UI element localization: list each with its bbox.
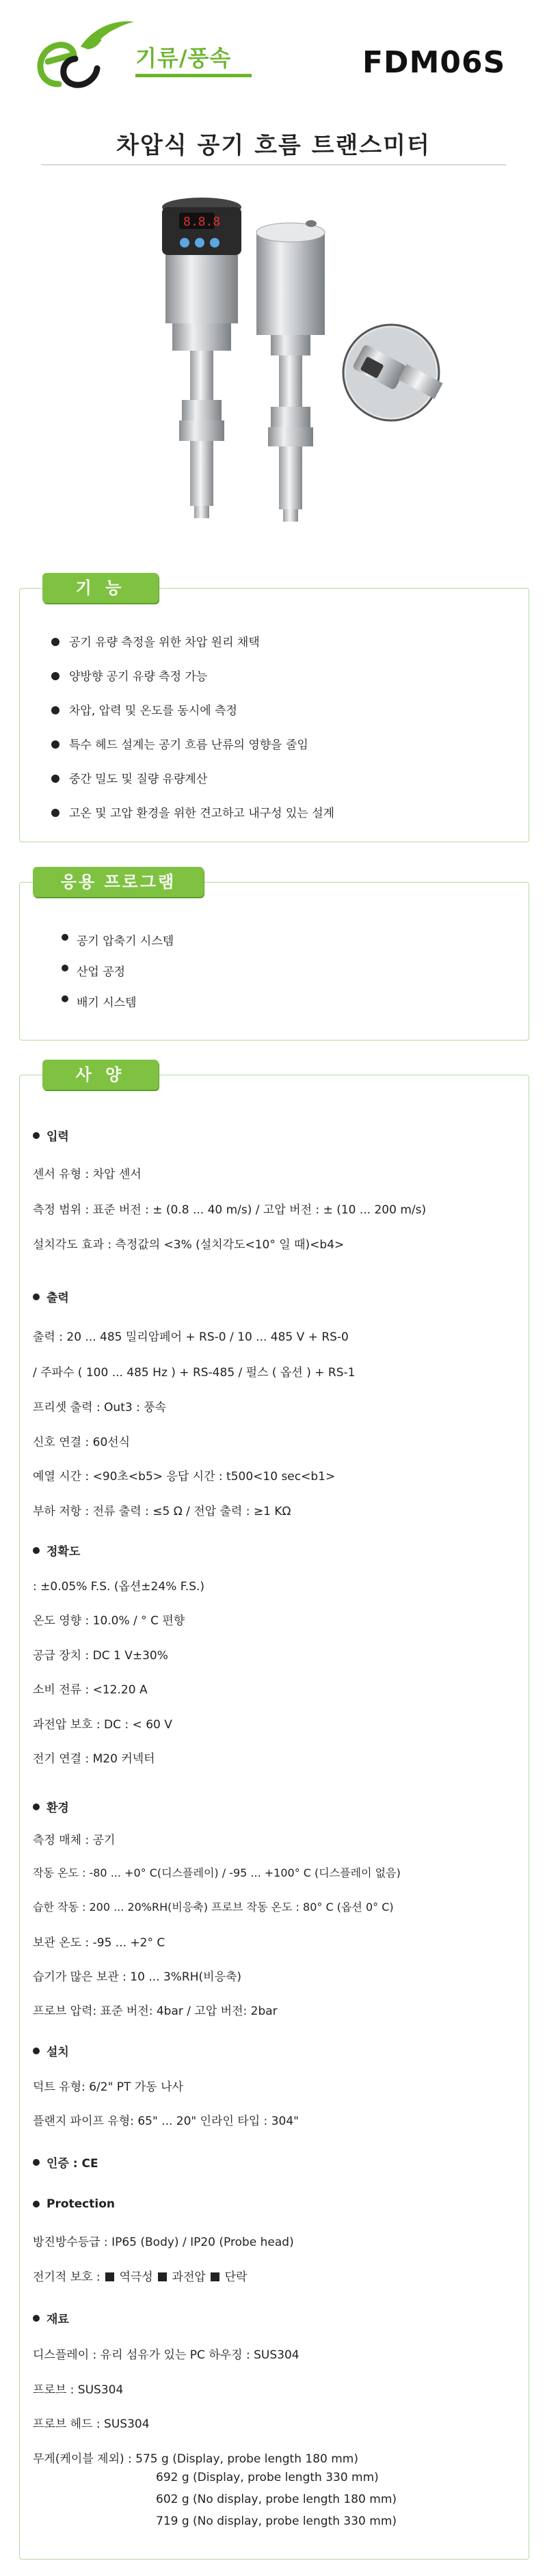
- list-item: 배기 시스템: [62, 993, 174, 1023]
- checkbox-filled-icon: [105, 2272, 114, 2281]
- list-item: 차압, 압력 및 온도를 동시에 측정: [51, 704, 334, 738]
- bullet-icon: [33, 2048, 40, 2054]
- spec-line: 설치각도 효과 : 측정값의 <3% (설치각도<10° 일 때)<b4>: [33, 1238, 345, 1252]
- spec-line: 보관 온도 : -95 ... +2° C: [33, 1936, 165, 1950]
- spec-line: 과전압 보호 : DC : < 60 V: [33, 1718, 172, 1732]
- spec-line: 덕트 유형: 6/2" PT 가동 나사: [33, 2080, 183, 2094]
- spec-section-accuracy: 정확도: [33, 1542, 80, 1559]
- spec-line: 습한 작동 : 200 ... 20%RH(비응축) 프로브 작동 온도 : 80° C (옵션 0° C): [33, 1901, 394, 1914]
- checkbox-filled-icon: [158, 2272, 167, 2281]
- bullet-icon: [33, 1803, 40, 1810]
- bullet-icon: [51, 809, 59, 817]
- spec-section-environment: 환경: [33, 1798, 69, 1815]
- list-item: 공기 압축기 시스템: [62, 931, 174, 962]
- bullet-icon: [62, 934, 68, 941]
- spec-section-protection: Protection: [33, 2197, 115, 2211]
- specs-heading: 사 양: [42, 1060, 159, 1090]
- spec-line: 공급 장치 : DC 1 V±30%: [33, 1649, 168, 1663]
- spec-line: 신호 연결 : 60선식: [33, 1436, 131, 1449]
- list-item: 양방향 공기 유량 측정 가능: [51, 670, 334, 704]
- spec-line: 출력 : 20 ... 485 밀리암페어 + RS-0 / 10 ... 485 V + RS-0: [33, 1330, 349, 1344]
- probe-head-detail: [343, 325, 443, 420]
- bullet-icon: [33, 1132, 40, 1139]
- bullet-icon: [62, 965, 68, 971]
- spec-line: / 주파수 ( 100 ... 485 Hz ) + RS-485 / 펄스 ( 옵션 ) + RS-1: [33, 1366, 356, 1380]
- spec-section-input: 입력: [33, 1127, 69, 1144]
- spec-section-installation: 설치: [33, 2042, 69, 2059]
- spec-line: : ±0.05% F.S. (옵션±24% F.S.): [33, 1580, 205, 1594]
- list-item: 산업 공정: [62, 962, 174, 993]
- list-item: 고온 및 고압 환경을 위한 견고하고 내구성 있는 설계: [51, 807, 334, 841]
- list-item: 특수 헤드 설계는 공기 흐름 난류의 영향을 줄임: [51, 738, 334, 773]
- spec-line: 측정 매체 : 공기: [33, 1834, 116, 1847]
- title-divider: [41, 164, 506, 165]
- spec-section-certification: 인증 : CE: [33, 2154, 98, 2171]
- bullet-icon: [51, 775, 59, 783]
- spec-line: 전기 연결 : M20 커넥터: [33, 1752, 155, 1766]
- spec-line: 부하 저항 : 전류 출력 : ≤5 Ω / 전압 출력 : ≥1 KΩ: [33, 1505, 291, 1518]
- bullet-icon: [62, 995, 68, 1002]
- product-photos: [0, 174, 547, 537]
- spec-section-output: 출력: [33, 1288, 69, 1305]
- spec-line: 센서 유형 : 차압 센서: [33, 1168, 142, 1181]
- bullet-icon: [51, 638, 59, 646]
- spec-line: 온도 영향 : 10.0% / ° C 편향: [33, 1614, 185, 1628]
- spec-line-weight: 719 g (No display, probe length 330 mm): [156, 2514, 397, 2528]
- checkbox-filled-icon: [211, 2272, 219, 2281]
- spec-section-material: 재료: [33, 2309, 69, 2326]
- model-number: FDM06S: [362, 45, 506, 80]
- spec-line: 프로브 : SUS304: [33, 2383, 124, 2397]
- ec-logo: [33, 19, 135, 94]
- applications-list: [62, 931, 174, 1023]
- spec-line: 방진방수등급 : IP65 (Body) / IP20 (Probe head): [33, 2236, 294, 2249]
- spec-line-weight: 602 g (No display, probe length 180 mm): [156, 2493, 397, 2506]
- features-list: [51, 636, 334, 841]
- spec-line-electrical-protection: 전기적 보호 : 역극성 과전압 단락: [33, 2270, 248, 2284]
- brand-underline: [135, 74, 252, 77]
- spec-line: 소비 전류 : <12.20 A: [33, 1683, 148, 1697]
- header: [0, 0, 547, 116]
- spec-line: 측정 범위 : 표준 버전 : ± (0.8 ... 40 m/s) / 고압 버전 : ± (10 ... 200 m/s): [33, 1203, 427, 1217]
- spec-line: 작동 온도 : -80 ... +0° C(디스플레이) / -95 ... +100° C (디스플레이 없음): [33, 1866, 401, 1879]
- brand-category: 기류/풍속: [135, 45, 232, 71]
- bullet-icon: [51, 706, 59, 714]
- bullet-icon: [51, 672, 59, 680]
- device-with-display: [162, 198, 241, 518]
- spec-line: 습기가 많은 보관 : 10 ... 3%RH(비응축): [33, 1970, 242, 1984]
- device-without-display: [256, 220, 325, 522]
- applications-heading: 응용 프로그램: [33, 867, 204, 897]
- bullet-icon: [51, 740, 59, 749]
- specs-panel: [19, 1075, 529, 2560]
- bullet-icon: [33, 1547, 40, 1554]
- bullet-icon: [33, 2159, 40, 2166]
- page-title: 차압식 공기 흐름 트랜스미터: [116, 132, 431, 159]
- features-heading: 기 능: [42, 573, 159, 603]
- spec-line: 프로브 헤드 : SUS304: [33, 2417, 150, 2431]
- spec-line: 디스플레이 : 유리 섬유가 있는 PC 하우징 : SUS304: [33, 2348, 299, 2362]
- list-item: 공기 유량 측정을 위한 차압 원리 채택: [51, 636, 334, 670]
- spec-line-weight: 692 g (Display, probe length 330 mm): [156, 2471, 379, 2484]
- spec-line: 프로브 압력: 표준 버전: 4bar / 고압 버전: 2bar: [33, 2004, 278, 2018]
- bullet-icon: [33, 2201, 40, 2208]
- spec-line: 프리셋 출력 : Out3 : 풍속: [33, 1401, 167, 1414]
- spec-line: 플랜지 파이프 유형: 65" ... 20" 인라인 타입 : 304": [33, 2115, 299, 2128]
- spec-line-weight: 무게(케이블 제외) : 575 g (Display, probe length 180 mm): [33, 2452, 358, 2466]
- svg-text:8.8.8: 8.8.8: [183, 215, 221, 229]
- spec-line: 예열 시간 : <90초<b5> 응답 시간 : t500<10 sec<b1>: [33, 1470, 336, 1484]
- list-item: 중간 밀도 및 질량 유량계산: [51, 773, 334, 807]
- bullet-icon: [33, 2315, 40, 2322]
- bullet-icon: [33, 1293, 40, 1300]
